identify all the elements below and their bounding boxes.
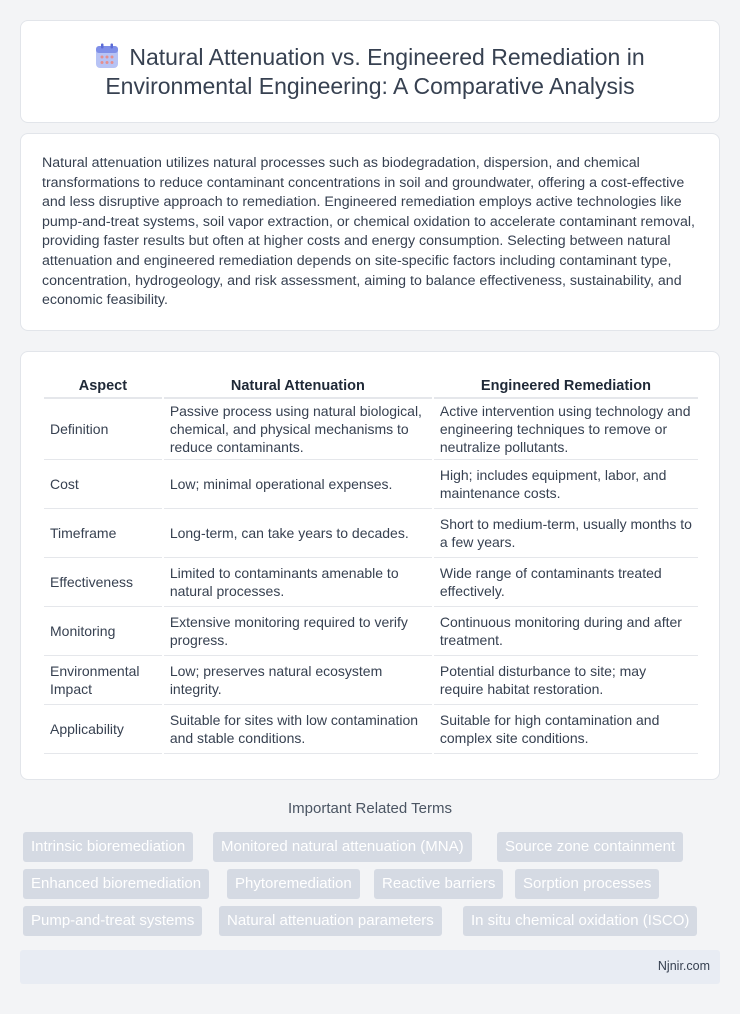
cell-aspect: Effectiveness — [44, 558, 162, 607]
cell-engineered: Suitable for high contamination and complex site conditions. — [434, 705, 698, 754]
intro-paragraph: Natural attenuation utilizes natural processes such as biodegradation, dispersion, and chemical transformations to reduce contaminant concentrations in soil and groundwater, offering a cost-effective and less disruptive approach to remediation. Engineered remediation employs active technologies like pump-and-treat systems, soil vapor extraction, or chemical oxidation to accelerate contaminant removal, providing faster results but often at higher costs and energy consumption. Selecting between natural attenuation and engineered remediation depends on site-specific factors including contaminant type, concentration, hydrogeology, and risk assessment, aiming to balance effectiveness, sustainability, and economic feasibility. — [42, 155, 695, 309]
cell-natural: Suitable for sites with low contamination and stable conditions. — [164, 705, 432, 754]
cell-natural: Long-term, can take years to decades. — [164, 509, 432, 558]
page-title: Natural Attenuation vs. Engineered Remediation in Environmental Engineering: A Comparative Analysis — [105, 44, 645, 99]
calendar-icon — [95, 43, 119, 69]
related-term-chip[interactable]: In situ chemical oxidation (ISCO) — [463, 906, 697, 936]
cell-engineered: Short to medium-term, usually months to a few years. — [434, 509, 698, 558]
table-row — [44, 705, 698, 754]
cell-natural: Low; preserves natural ecosystem integrity. — [164, 656, 432, 705]
cell-aspect: Definition — [44, 399, 162, 460]
related-term-chip[interactable]: Phytoremediation — [227, 869, 360, 899]
cell-engineered: Continuous monitoring during and after treatment. — [434, 607, 698, 656]
table-row — [44, 509, 698, 558]
comparison-table-card — [20, 351, 720, 780]
related-term-chip[interactable]: Enhanced bioremediation — [23, 869, 209, 899]
cell-natural: Limited to contaminants amenable to natural processes. — [164, 558, 432, 607]
cell-natural: Extensive monitoring required to verify progress. — [164, 607, 432, 656]
footer-bar — [20, 950, 720, 984]
footer-site-link[interactable]: Njnir.com — [657, 959, 710, 973]
related-term-chip[interactable]: Intrinsic bioremediation — [23, 832, 193, 862]
header-aspect: Aspect — [44, 371, 162, 399]
cell-engineered: High; includes equipment, labor, and maintenance costs. — [434, 460, 698, 509]
cell-engineered: Potential disturbance to site; may require habitat restoration. — [434, 656, 698, 705]
related-term-chip[interactable]: Source zone containment — [497, 832, 683, 862]
cell-engineered: Wide range of contaminants treated effectively. — [434, 558, 698, 607]
table-row — [44, 607, 698, 656]
related-term-chip[interactable]: Reactive barriers — [374, 869, 503, 899]
table-row — [44, 460, 698, 509]
cell-natural: Passive process using natural biological, chemical, and physical mechanisms to reduce contaminants. — [164, 399, 432, 460]
header-natural-attenuation: Natural Attenuation — [164, 371, 432, 399]
cell-natural: Low; minimal operational expenses. — [164, 460, 432, 509]
related-terms-title: Important Related Terms — [288, 800, 452, 817]
related-term-chip[interactable]: Pump-and-treat systems — [23, 906, 202, 936]
comparison-table — [42, 371, 700, 754]
intro-card — [20, 133, 720, 331]
page-title-wrap — [21, 43, 719, 101]
table-row — [44, 399, 698, 460]
table-row — [44, 656, 698, 705]
table-row — [44, 558, 698, 607]
title-card — [20, 20, 720, 123]
related-term-chip[interactable]: Monitored natural attenuation (MNA) — [213, 832, 472, 862]
table-header-row — [44, 371, 698, 399]
cell-aspect: Applicability — [44, 705, 162, 754]
cell-aspect: Timeframe — [44, 509, 162, 558]
related-term-chip[interactable]: Sorption processes — [515, 869, 659, 899]
related-term-chip[interactable]: Natural attenuation parameters — [219, 906, 442, 936]
cell-aspect: Environmental Impact — [44, 656, 162, 705]
header-engineered-remediation: Engineered Remediation — [434, 371, 698, 399]
cell-aspect: Monitoring — [44, 607, 162, 656]
cell-aspect: Cost — [44, 460, 162, 509]
cell-engineered: Active intervention using technology and engineering techniques to remove or neutralize pollutants. — [434, 399, 698, 460]
